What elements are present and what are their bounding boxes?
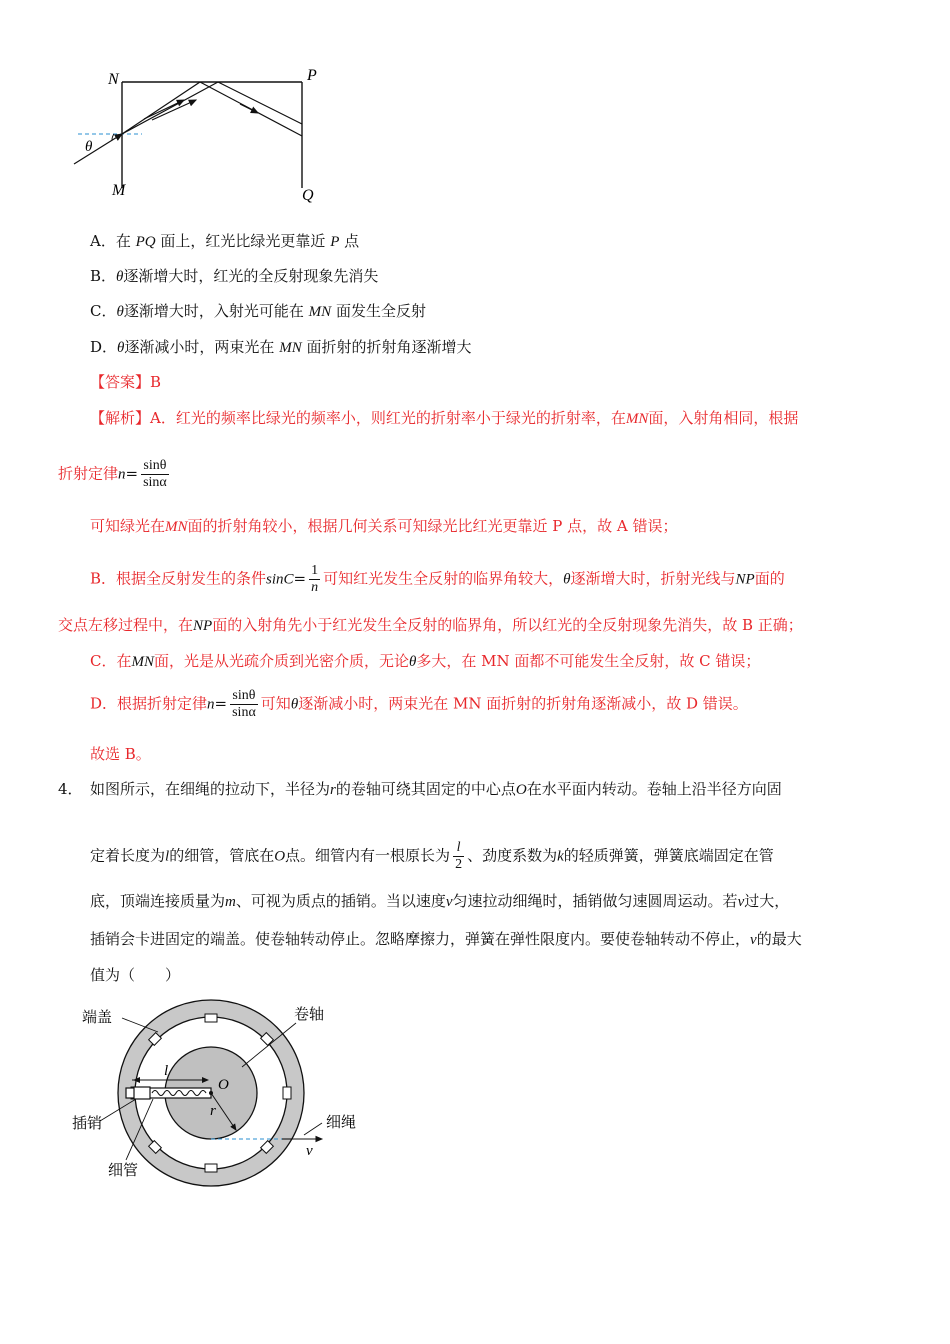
q4-line1: 如图所示，在细绳的拉动下，半径为r的卷轴可绕其固定的中心点O在水平面内转动。卷轴上沿半径方向固	[90, 780, 782, 798]
q4-number: 4．	[58, 780, 83, 798]
q4-line4: 插销会卡进固定的端盖。使卷轴转动停止。忽略摩擦力，弹簧在弹性限度内。要使卷轴转动不停止，v的最大	[90, 930, 802, 948]
incident-ray	[74, 134, 122, 164]
option-letter: B．	[90, 267, 117, 285]
answer-value: B	[150, 373, 162, 391]
analysis-b-line2: 交点左移过程中，在NP面的入射角先小于红光发生全反射的临界角，所以红光的全反射现象先消失，故 B 正确；	[58, 616, 803, 634]
option-b: B．θ逐渐增大时，红光的全反射现象先消失	[90, 267, 379, 285]
answer-line: 【答案】B	[90, 373, 162, 391]
label-M: M	[112, 182, 126, 199]
label-r: r	[210, 1103, 216, 1119]
reel-diagram	[60, 995, 380, 1190]
critical-angle-fraction: $\frac{1}{n}$	[311, 563, 319, 595]
refraction-law-fraction-d: $\frac{\sin\theta}{\sin\alpha}$	[232, 688, 256, 720]
q4-line3: 底，顶端连接质量为m、可视为质点的插销。当以速度v匀速拉动细绳时，插销做匀速圆周运动。若v过大，	[90, 892, 790, 910]
label-reel: 卷轴	[294, 1007, 325, 1023]
analysis-a-line3: 可知绿光在MN面的折射角较小，根据几何关系可知绿光比红光更靠近 P 点，故 A 错误；	[90, 517, 678, 535]
prism-outline	[122, 82, 302, 188]
label-N: N	[108, 71, 119, 88]
spring-length-fraction: $\frac{l}{2}$	[455, 840, 463, 872]
prism-diagram	[60, 60, 340, 210]
label-tube: 细管	[108, 1163, 139, 1179]
analysis-a-law: 折射定律n= $\frac{\sin\theta}{\sin\alpha}$	[58, 458, 167, 490]
q4-line5: 值为（ ）	[90, 966, 181, 984]
option-letter: A．	[90, 232, 116, 250]
analysis-d-line: D．根据折射定律n= $\frac{\sin\theta}{\sin\alpha}$ 可知θ逐渐减小时，两束光在 MN 面折射的折射角逐渐减小，故 D 错误。	[90, 688, 748, 720]
refraction-law-fraction: $\frac{\sin\theta}{\sin\alpha}$	[143, 458, 167, 490]
option-letter: C．	[90, 302, 117, 320]
analysis-conclusion: 故选 B。	[90, 745, 151, 763]
q4-line2: 定着长度为l的细管，管底在O点。细管内有一根原长为 $\frac{l}{2}$ 、劲度系数为k的轻质弹簧，弹簧底端固定在管	[90, 840, 774, 872]
label-end-cap: 端盖	[82, 1010, 113, 1026]
option-a: A．在 PQ 面上，红光比绿光更靠近 P 点	[90, 232, 360, 250]
analysis-b-line1: B．根据全反射发生的条件sinC= $\frac{1}{n}$ 可知红光发生全反射的临界角较大，θ逐渐增大时，折射光线与NP面的	[90, 563, 785, 595]
label-rope: 细绳	[326, 1115, 357, 1131]
option-letter: D．	[90, 338, 118, 356]
label-l: l	[164, 1063, 169, 1079]
option-c: C．θ逐渐增大时，入射光可能在 MN 面发生全反射	[90, 302, 426, 320]
analysis-a-line1: 【解析】A．红光的频率比绿光的频率小，则红光的折射率小于绿光的折射率，在MN面，入射角相同，根据	[90, 409, 799, 427]
refracted-rays	[122, 82, 302, 136]
label-Q: Q	[302, 187, 314, 204]
label-O: O	[218, 1077, 229, 1093]
pin	[134, 1087, 150, 1099]
analysis-c-line: C．在MN面，光是从光疏介质到光密介质，无论θ多大，在 MN 面都不可能发生全反射，故 C 错误；	[90, 652, 761, 670]
label-P: P	[307, 67, 317, 84]
label-v: v	[306, 1143, 313, 1159]
label-theta: θ	[85, 139, 93, 155]
label-pin: 插销	[72, 1116, 103, 1132]
option-d: D．θ逐渐减小时，两束光在 MN 面折射的折射角逐渐增大	[90, 338, 472, 356]
